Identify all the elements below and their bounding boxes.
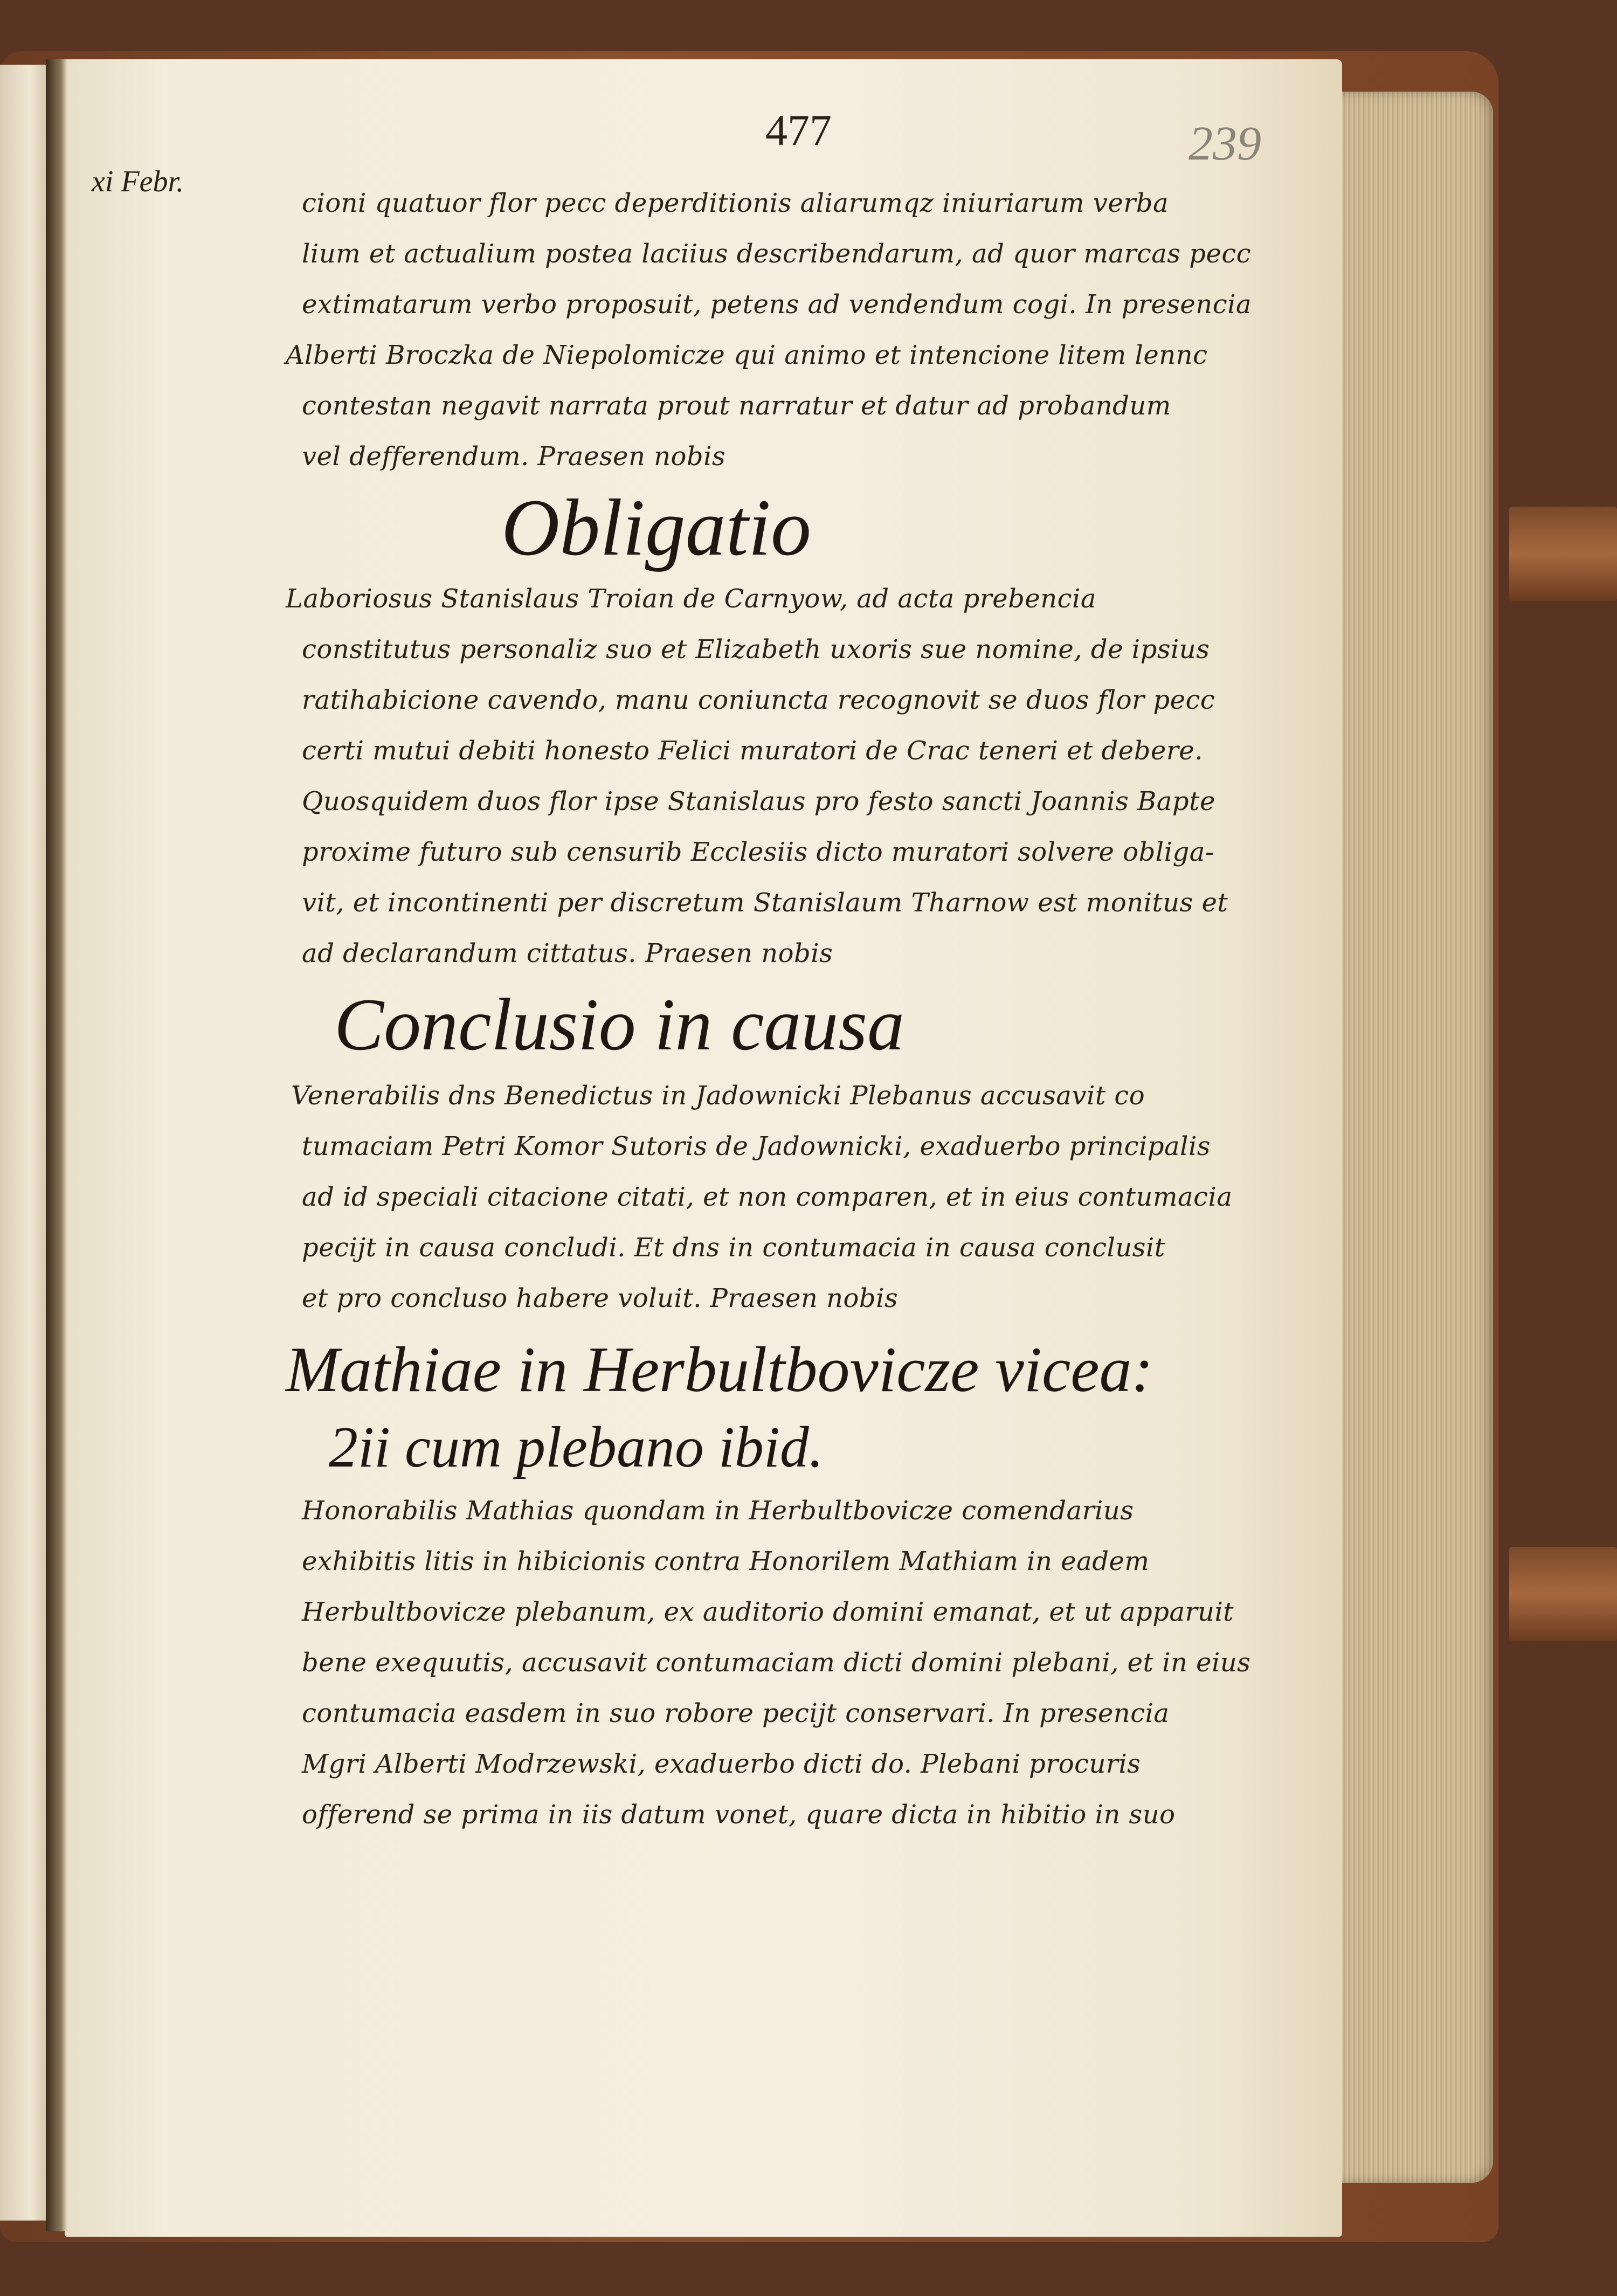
text-line: bene exequutis, accusavit contumaciam dicti domini plebani, et in eius: [302, 1648, 1251, 1678]
gutter-shadow: [46, 59, 67, 2231]
entry: [286, 482, 1294, 979]
text-line: lium et actualium postea laciius describendarum, ad quor marcas pecc: [302, 239, 1252, 269]
text-line: certi mutui debiti honesto Felici muratori de Crac teneri et debere.: [302, 736, 1203, 766]
text-line: vit, et incontinenti per discretum Stanislaum Tharnow est monitus et: [302, 888, 1228, 918]
text-line: vel defferendum. Praesen nobis: [302, 441, 726, 472]
text-line: pecijt in causa concludi. Et dns in contumacia in causa conclusit: [302, 1233, 1165, 1263]
leather-tab: [1509, 1547, 1617, 1641]
text-line: Honorabilis Mathias quondam in Herbultbovicze comendarius: [302, 1496, 1134, 1526]
folio-number-secondary: 239: [1188, 117, 1261, 170]
text-line: Quosquidem duos flor ipse Stanislaus pro festo sancti Joannis Bapte: [302, 786, 1215, 817]
text-line: contestan negavit narrata prout narratur et datur ad probandum: [302, 391, 1171, 421]
text-line: cioni quatuor flor pecc deperditionis aliarumqz iniuriarum verba: [302, 188, 1169, 218]
entry: [286, 1329, 1294, 1840]
entry-heading: Mathiae in Herbultbovicze vicea:: [286, 1333, 1153, 1405]
page-edges: [1331, 92, 1493, 2183]
entry-heading: Conclusio in causa: [334, 983, 904, 1066]
margin-note: xi Febr.: [92, 165, 184, 198]
entry-heading-line2: 2ii cum plebano ibid.: [329, 1415, 824, 1479]
text-line: constitutus personaliz suo et Elizabeth uxoris sue nomine, de ipsius: [302, 634, 1210, 665]
text-line: proxime futuro sub censurib Ecclesiis dicto muratori solvere obliga-: [302, 837, 1214, 867]
text-line: offerend se prima in iis datum vonet, quare dicta in hibitio in suo: [302, 1800, 1176, 1830]
text-line: ad declarandum cittatus. Praesen nobis: [302, 938, 833, 969]
text-line: exhibitis litis in hibicionis contra Honorilem Mathiam in eadem: [302, 1546, 1150, 1576]
text-line: ad id speciali citacione citati, et non comparen, et in eius contumacia: [302, 1182, 1233, 1212]
text-line: Mgri Alberti Modrzewski, exaduerbo dicti do. Plebani procuris: [302, 1749, 1141, 1779]
text-line: Laboriosus Stanislaus Troian de Carnyow, ad acta prebencia: [286, 584, 1096, 614]
text-line: ratihabicione cavendo, manu coniuncta recognovit se duos flor pecc: [302, 685, 1215, 715]
text-line: et pro concluso habere voluit. Praesen nobis: [302, 1283, 899, 1313]
text-line: Alberti Broczka de Niepolomicze qui animo et intencione litem lennc: [286, 340, 1208, 370]
text-line: tumaciam Petri Komor Sutoris de Jadownicki, exaduerbo principalis: [302, 1131, 1211, 1161]
folio-number: 477: [765, 106, 832, 155]
text-line: Herbultbovicze plebanum, ex auditorio domini emanat, et ut apparuit: [302, 1597, 1234, 1627]
left-page-edge: [0, 65, 53, 2221]
entry-heading: Obligatio: [501, 483, 812, 572]
entry: [291, 979, 1294, 1324]
entry: [286, 178, 1294, 482]
manuscript-text: [286, 178, 1294, 1840]
leather-tab: [1509, 507, 1617, 601]
text-line: extimatarum verbo proposuit, petens ad vendendum cogi. In presencia: [302, 289, 1252, 320]
text-line: contumacia easdem in suo robore pecijt conservari. In presencia: [302, 1698, 1170, 1728]
text-line: Venerabilis dns Benedictus in Jadownicki Plebanus accusavit co: [291, 1081, 1145, 1111]
